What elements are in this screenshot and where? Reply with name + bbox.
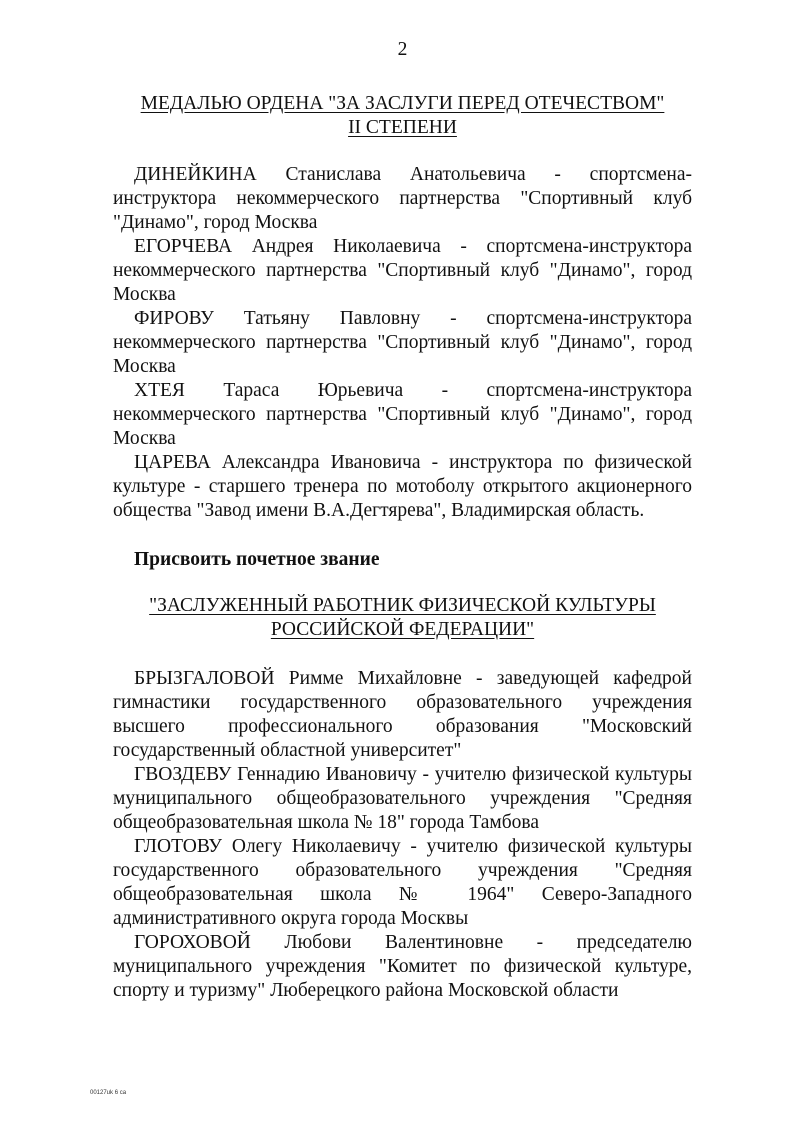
section-heading-medal-line1: МЕДАЛЬЮ ОРДЕНА "ЗА ЗАСЛУГИ ПЕРЕД ОТЕЧЕСТВОМ" bbox=[140, 93, 665, 114]
recipient-entry: ФИРОВУ Татьяну Павловну - спортсмена-инструктора некоммерческого партнерства "Спортивный клуб "Динамо", город Москва bbox=[113, 308, 692, 377]
footer-document-code: 00127uk 6 са bbox=[90, 1090, 127, 1096]
assign-title-heading: Присвоить почетное звание bbox=[134, 549, 380, 570]
recipient-entry: ГЛОТОВУ Олегу Николаевичу - учителю физической культуры государственного образовательного учреждения "Средняя общеобразовательная школа № 1964" Северо-Западного административного округа города Москвы bbox=[113, 836, 692, 929]
section-heading-title-line2: РОССИЙСКОЙ ФЕДЕРАЦИИ" bbox=[270, 619, 535, 640]
recipient-entry: БРЫЗГАЛОВОЙ Римме Михайловне - заведующей кафедрой гимнастики государственного образовательного учреждения высшего профессионального образования "Московский государственный областной университет" bbox=[113, 668, 692, 761]
recipient-entry: ЕГОРЧЕВА Андрея Николаевича - спортсмена-инструктора некоммерческого партнерства "Спортивный клуб "Динамо", город Москва bbox=[113, 236, 692, 305]
section-heading-title-line1: "ЗАСЛУЖЕННЫЙ РАБОТНИК ФИЗИЧЕСКОЙ КУЛЬТУРЫ bbox=[149, 595, 656, 616]
section-heading-medal-line2: II СТЕПЕНИ bbox=[348, 117, 457, 138]
medal-recipient-list bbox=[113, 163, 692, 523]
recipient-entry: ЦАРЕВА Александра Ивановича - инструктора по физической культуре - старшего тренера по мотоболу открытого акционерного общества "Завод имени В.А.Дегтярева", Владимирская область. bbox=[113, 452, 692, 521]
section-heading-medal bbox=[113, 92, 692, 140]
recipient-entry: ХТЕЯ Тараса Юрьевича - спортсмена-инструктора некоммерческого партнерства "Спортивный клуб "Динамо", город Москва bbox=[113, 380, 692, 449]
section-heading-title bbox=[113, 594, 692, 642]
title-recipient-list bbox=[113, 667, 692, 1003]
recipient-entry: ГОРОХОВОЙ Любови Валентиновне - председателю муниципального учреждения "Комитет по физической культуре, спорту и туризму" Люберецкого района Московской области bbox=[113, 932, 692, 1001]
page-number: 2 bbox=[397, 39, 408, 60]
recipient-entry: ГВОЗДЕВУ Геннадию Ивановичу - учителю физической культуры муниципального общеобразовательного учреждения "Средняя общеобразовательная школа № 18" города Тамбова bbox=[113, 764, 692, 833]
recipient-entry: ДИНЕЙКИНА Станислава Анатольевича - спортсмена-инструктора некоммерческого партнерства "Спортивный клуб "Динамо", город Москва bbox=[113, 164, 692, 233]
